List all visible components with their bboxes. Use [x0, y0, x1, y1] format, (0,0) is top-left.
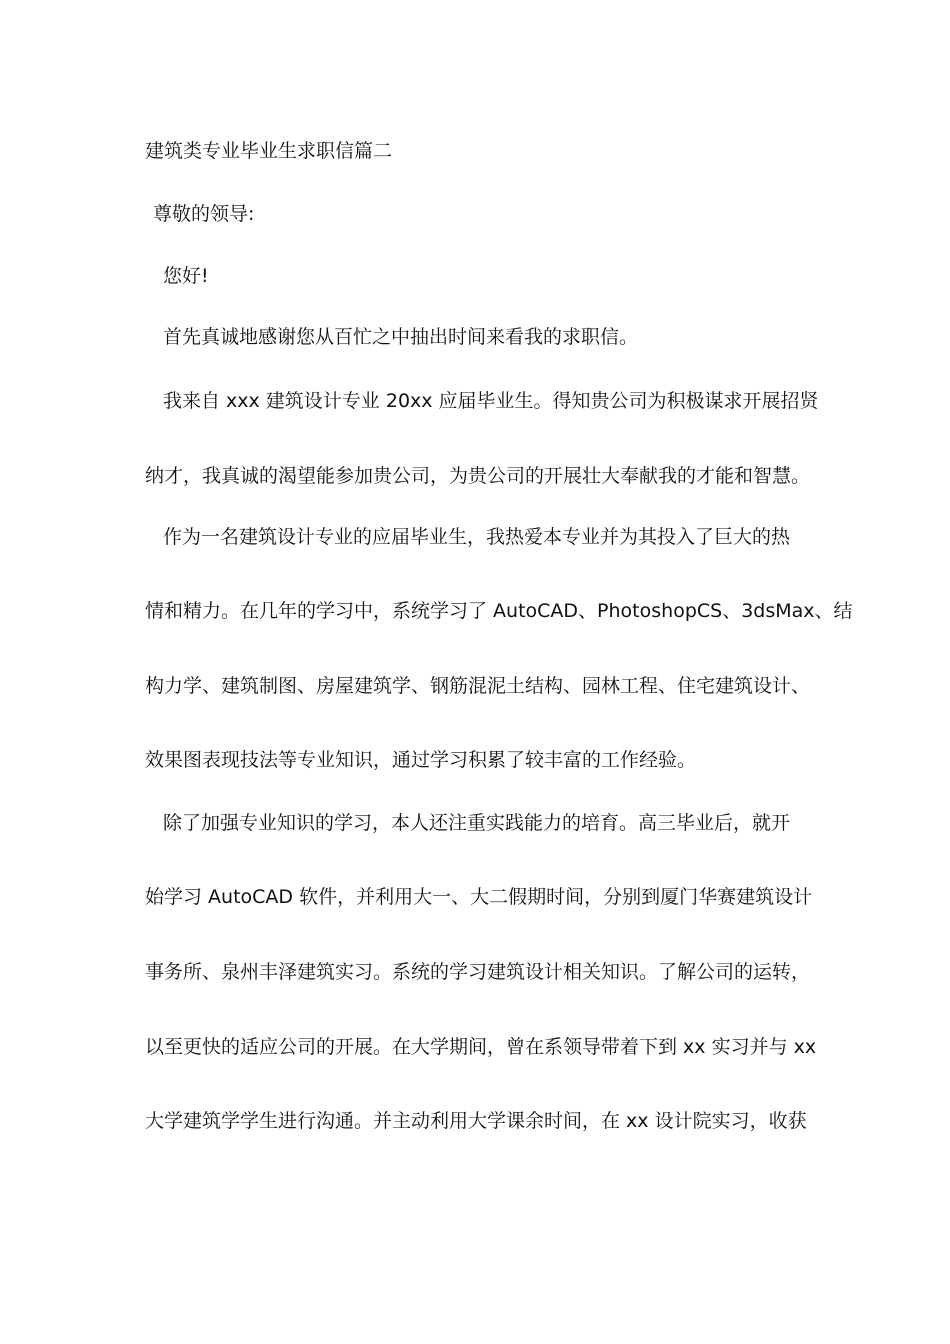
salutation: 尊敬的领导:	[153, 203, 255, 225]
body-line-10: 事务所、泉州丰泽建筑实习。系统的学习建筑设计相关知识。了解公司的运转，	[145, 961, 811, 983]
body-line-9: 始学习 AutoCAD 软件，并利用大一、大二假期时间，分别到厦门华赛建筑设计	[145, 886, 813, 908]
body-line-7: 效果图表现技法等专业知识，通过学习积累了较丰富的工作经验。	[145, 749, 697, 771]
body-line-5: 情和精力。在几年的学习中，系统学习了 AutoCAD、PhotoshopCS、3dsMax、结	[145, 600, 853, 622]
body-line-12: 大学建筑学学生进行沟通。并主动利用大学课余时间，在 xx 设计院实习，收获	[145, 1110, 807, 1132]
body-line-11: 以至更快的适应公司的开展。在大学期间，曾在系领导带着下到 xx 实习并与 xx	[145, 1036, 817, 1058]
body-line-3: 纳才，我真诚的渴望能参加贵公司，为贵公司的开展壮大奉献我的才能和智慧。	[145, 465, 811, 487]
document-title: 建筑类专业毕业生求职信篇二	[145, 140, 393, 162]
body-line-8: 除了加强专业知识的学习，本人还注重实践能力的培育。高三毕业后，就开	[163, 812, 791, 834]
body-line-1: 首先真诚地感谢您从百忙之中抽出时间来看我的求职信。	[163, 326, 639, 348]
body-line-4: 作为一名建筑设计专业的应届毕业生，我热爱本专业并为其投入了巨大的热	[163, 526, 791, 548]
body-line-2: 我来自 xxx 建筑设计专业 20xx 应届毕业生。得知贵公司为积极谋求开展招贤	[163, 390, 819, 412]
body-line-6: 构力学、建筑制图、房屋建筑学、钢筋混泥土结构、园林工程、住宅建筑设计、	[145, 675, 811, 697]
greeting: 您好!	[163, 265, 209, 287]
